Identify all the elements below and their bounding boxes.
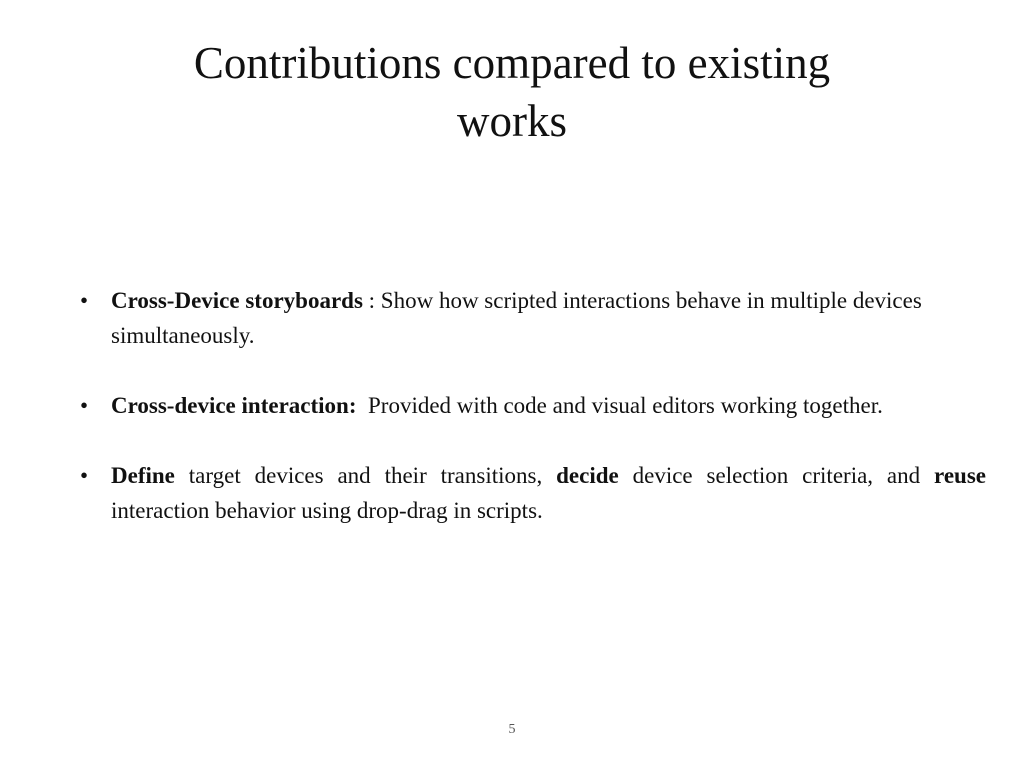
bullet-1-text: : Show how scripted interactions behave in multiple devices simultaneously.	[111, 288, 922, 348]
bullet-2-term: Cross-device interaction:	[111, 393, 357, 418]
slide-title	[112, 34, 912, 150]
bullet-3-text-2: device selection criteria, and	[618, 463, 935, 488]
bullet-dot-icon: •	[80, 463, 89, 488]
bullet-item-storyboards	[78, 283, 986, 353]
page-number: 5	[508, 722, 516, 737]
bullet-3-text-3: interaction behavior using drop-drag in scripts.	[111, 498, 543, 523]
bullet-list	[78, 283, 986, 563]
slide-title-line-2: works	[457, 96, 567, 146]
bullet-dot-icon: •	[80, 393, 89, 418]
bullet-3-term-reuse: reuse	[934, 463, 986, 488]
bullet-2-text: Provided with code and visual editors working together.	[356, 393, 883, 418]
bullet-3-term-decide: decide	[556, 463, 619, 488]
bullet-1-term: Cross-Device storyboards	[111, 288, 363, 313]
bullet-dot-icon: •	[80, 288, 89, 313]
bullet-item-interaction	[78, 388, 986, 423]
bullet-item-define	[78, 458, 986, 528]
bullet-3-term-define: Define	[111, 463, 175, 488]
slide-title-line-1: Contributions compared to existing	[193, 38, 831, 88]
bullet-3-text-1: target devices and their transitions,	[174, 463, 557, 488]
